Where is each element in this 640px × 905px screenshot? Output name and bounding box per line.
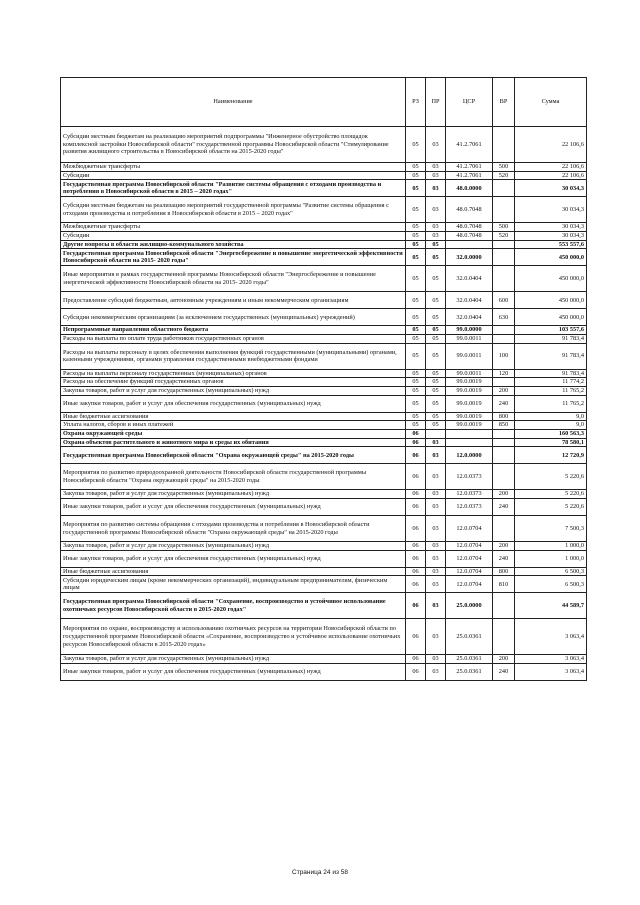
cell-vr: 630 [493, 309, 515, 326]
cell-sum: 30 034,3 [515, 223, 587, 232]
table-row [61, 655, 587, 664]
cell-pr: 03 [426, 499, 446, 516]
cell-sum: 9,0 [515, 412, 587, 421]
table-row [61, 292, 587, 309]
cell-csr: 99.0.0000 [446, 326, 493, 335]
cell-csr: 12.0.0704 [446, 516, 493, 542]
cell-pr: 03 [426, 197, 446, 223]
cell-rz: 05 [406, 395, 426, 412]
cell-sum: 22 106,6 [515, 163, 587, 172]
cell-rz: 05 [406, 127, 426, 163]
cell-pr: 05 [426, 249, 446, 266]
cell-pr: 03 [426, 180, 446, 197]
table-row [61, 430, 587, 439]
table-row [61, 266, 587, 292]
cell-sum: 6 500,3 [515, 567, 587, 576]
cell-rz: 06 [406, 438, 426, 447]
cell-name: Предоставление субсидий бюджетным, автономным учреждениям и иным некоммерческим организациям [61, 292, 406, 309]
header-csr: ЦСР [446, 78, 493, 127]
cell-rz: 06 [406, 655, 426, 664]
cell-sum: 450 000,0 [515, 309, 587, 326]
cell-vr [493, 240, 515, 249]
table-row [61, 240, 587, 249]
cell-sum: 5 220,6 [515, 499, 587, 516]
cell-name: Расходы на выплаты персоналу государственных (муниципальных) органов [61, 369, 406, 378]
cell-csr: 25.0.0000 [446, 593, 493, 619]
cell-rz: 05 [406, 171, 426, 180]
cell-name: Иные закупки товаров, работ и услуг для обеспечения государственных (муниципальных) нужд [61, 550, 406, 567]
cell-sum: 22 106,6 [515, 127, 587, 163]
cell-pr: 03 [426, 223, 446, 232]
cell-vr: 850 [493, 421, 515, 430]
cell-name: Мероприятия по развитию природоохранной деятельности Новосибирской области государственной программы Новосибирской области "Охрана окружающей среды" на 2015-2020 годы [61, 464, 406, 490]
cell-sum: 30 034,3 [515, 232, 587, 241]
cell-vr: 600 [493, 292, 515, 309]
cell-vr [493, 326, 515, 335]
cell-pr: 05 [426, 395, 446, 412]
header-sum: Сумма [515, 78, 587, 127]
cell-csr: 32.0.0404 [446, 292, 493, 309]
header-name: Наименование [61, 78, 406, 127]
cell-vr [493, 335, 515, 344]
cell-vr: 200 [493, 490, 515, 499]
cell-csr: 12.0.0373 [446, 499, 493, 516]
table-row [61, 438, 587, 447]
cell-pr: 03 [426, 550, 446, 567]
header-rz: РЗ [406, 78, 426, 127]
cell-csr: 41.2.7061 [446, 163, 493, 172]
table-row [61, 171, 587, 180]
cell-csr: 99.0.0019 [446, 412, 493, 421]
cell-pr: 03 [426, 664, 446, 681]
cell-csr: 32.0.0000 [446, 249, 493, 266]
cell-csr: 12.0.0704 [446, 576, 493, 593]
cell-vr: 810 [493, 576, 515, 593]
cell-name: Закупка товаров, работ и услуг для государственных (муниципальных) нужд [61, 490, 406, 499]
cell-vr: 500 [493, 223, 515, 232]
cell-csr: 99.0.0011 [446, 343, 493, 369]
cell-name: Охрана окружающей среды [61, 430, 406, 439]
cell-vr [493, 430, 515, 439]
cell-sum: 553 557,6 [515, 240, 587, 249]
cell-vr: 200 [493, 387, 515, 396]
cell-vr [493, 127, 515, 163]
cell-rz: 06 [406, 499, 426, 516]
cell-rz: 06 [406, 464, 426, 490]
cell-vr: 200 [493, 655, 515, 664]
cell-pr: 05 [426, 421, 446, 430]
table-header-row [61, 78, 587, 127]
cell-pr: 05 [426, 326, 446, 335]
cell-rz: 05 [406, 421, 426, 430]
table-row [61, 412, 587, 421]
cell-rz: 05 [406, 266, 426, 292]
cell-pr: 05 [426, 343, 446, 369]
cell-name: Расходы на выплаты персоналу в целях обеспечения выполнения функций государственными (муниципальными) органами, казенными учреждениями, органами управления государственными внебюджетными фондами [61, 343, 406, 369]
cell-rz: 05 [406, 249, 426, 266]
cell-sum: 22 106,6 [515, 171, 587, 180]
cell-name: Расходы на выплаты по оплате труда работников государственных органов [61, 335, 406, 344]
cell-pr: 05 [426, 369, 446, 378]
cell-csr: 25.0.0361 [446, 619, 493, 655]
cell-vr [493, 619, 515, 655]
cell-sum: 44 589,7 [515, 593, 587, 619]
cell-name: Межбюджетные трансферты [61, 163, 406, 172]
cell-csr: 12.0.0373 [446, 464, 493, 490]
cell-sum: 3 063,4 [515, 664, 587, 681]
table-row [61, 249, 587, 266]
cell-rz: 06 [406, 664, 426, 681]
cell-pr: 05 [426, 378, 446, 387]
cell-rz: 06 [406, 430, 426, 439]
cell-sum: 30 034,3 [515, 180, 587, 197]
table-row [61, 127, 587, 163]
cell-pr: 03 [426, 516, 446, 542]
cell-pr: 05 [426, 266, 446, 292]
cell-sum: 3 063,4 [515, 655, 587, 664]
cell-sum: 3 063,4 [515, 619, 587, 655]
table-row [61, 542, 587, 551]
cell-pr: 05 [426, 292, 446, 309]
cell-rz: 05 [406, 292, 426, 309]
table-row [61, 550, 587, 567]
table-row [61, 499, 587, 516]
table-row [61, 464, 587, 490]
cell-pr: 03 [426, 567, 446, 576]
cell-pr [426, 430, 446, 439]
cell-vr [493, 378, 515, 387]
cell-rz: 05 [406, 163, 426, 172]
cell-rz: 06 [406, 619, 426, 655]
cell-pr: 03 [426, 655, 446, 664]
table-row [61, 197, 587, 223]
cell-csr [446, 240, 493, 249]
cell-rz: 06 [406, 567, 426, 576]
cell-csr: 12.0.0000 [446, 447, 493, 464]
table-row [61, 576, 587, 593]
cell-vr [493, 516, 515, 542]
cell-sum: 11 774,2 [515, 378, 587, 387]
cell-name: Государственная программа Новосибирской области "Энергосбережение и повышение энергетической эффективности Новосибирской области на 2015- 2020 годы" [61, 249, 406, 266]
cell-pr: 03 [426, 163, 446, 172]
cell-csr: 99.0.0019 [446, 387, 493, 396]
cell-name: Иные бюджетные ассигнования [61, 567, 406, 576]
cell-name: Закупка товаров, работ и услуг для государственных (муниципальных) нужд [61, 655, 406, 664]
cell-name: Субсидии некоммерческим организациям (за исключением государственных (муниципальных) учреждений) [61, 309, 406, 326]
cell-name: Непрограммные направления областного бюджета [61, 326, 406, 335]
cell-sum: 30 034,3 [515, 197, 587, 223]
cell-rz: 05 [406, 387, 426, 396]
cell-vr [493, 593, 515, 619]
cell-csr [446, 438, 493, 447]
cell-sum: 9,0 [515, 421, 587, 430]
cell-csr: 99.0.0011 [446, 335, 493, 344]
cell-sum: 78 580,1 [515, 438, 587, 447]
cell-sum: 450 000,0 [515, 266, 587, 292]
cell-sum: 450 000,0 [515, 249, 587, 266]
cell-sum: 450 000,0 [515, 292, 587, 309]
cell-pr: 05 [426, 309, 446, 326]
cell-vr: 800 [493, 412, 515, 421]
cell-csr: 99.0.0019 [446, 378, 493, 387]
cell-name: Иные закупки товаров, работ и услуг для обеспечения государственных (муниципальных) нужд [61, 395, 406, 412]
cell-csr: 32.0.0404 [446, 309, 493, 326]
cell-csr: 12.0.0704 [446, 550, 493, 567]
cell-rz: 06 [406, 447, 426, 464]
cell-rz: 06 [406, 490, 426, 499]
cell-csr: 32.0.0404 [446, 266, 493, 292]
cell-name: Мероприятия по развитию системы обращения с отходами производства и потребления в Новосибирской области государственной программы Новосибирской области "Охрана окружающей среды" на 2015-2020 годы [61, 516, 406, 542]
cell-name: Субсидии юридическим лицам (кроме некоммерческих организаций), индивидуальным предпринимателям, физическим лицам [61, 576, 406, 593]
table-row [61, 490, 587, 499]
cell-name: Субсидии [61, 232, 406, 241]
table-row [61, 567, 587, 576]
table-row [61, 223, 587, 232]
cell-csr: 48.0.7048 [446, 223, 493, 232]
cell-name: Уплата налогов, сборов и иных платежей [61, 421, 406, 430]
cell-pr: 03 [426, 438, 446, 447]
cell-name: Государственная программа Новосибирской области "Охрана окружающей среды" на 2015-2020 годы [61, 447, 406, 464]
cell-name: Иные мероприятия в рамках государственной программы Новосибирской области "Энергосбережение и повышение энергетической эффективности Новосибирской области на 2015- 2020 годы" [61, 266, 406, 292]
table-row [61, 343, 587, 369]
cell-csr: 48.0.7048 [446, 197, 493, 223]
cell-name: Иные закупки товаров, работ и услуг для обеспечения государственных (муниципальных) нужд [61, 664, 406, 681]
cell-name: Закупка товаров, работ и услуг для государственных (муниципальных) нужд [61, 542, 406, 551]
cell-rz: 05 [406, 326, 426, 335]
cell-name: Иные бюджетные ассигнования [61, 412, 406, 421]
cell-csr: 41.2.7061 [446, 127, 493, 163]
cell-csr: 12.0.0704 [446, 567, 493, 576]
cell-vr: 240 [493, 499, 515, 516]
cell-rz: 05 [406, 412, 426, 421]
cell-csr [446, 430, 493, 439]
cell-rz: 05 [406, 223, 426, 232]
cell-sum: 1 000,0 [515, 550, 587, 567]
cell-csr: 41.2.7061 [446, 171, 493, 180]
table-row [61, 447, 587, 464]
budget-table [60, 77, 587, 681]
cell-vr: 520 [493, 171, 515, 180]
cell-csr: 12.0.0704 [446, 542, 493, 551]
table-row [61, 309, 587, 326]
table-row [61, 378, 587, 387]
page-number: Страница 24 из 58 [292, 869, 348, 876]
cell-name: Закупка товаров, работ и услуг для государственных (муниципальных) нужд [61, 387, 406, 396]
cell-rz: 06 [406, 576, 426, 593]
table-row [61, 180, 587, 197]
table-row [61, 516, 587, 542]
cell-sum: 91 783,4 [515, 369, 587, 378]
cell-rz: 05 [406, 343, 426, 369]
cell-name: Субсидии местным бюджетам на реализацию мероприятий подпрограммы "Инженерное обустройство площадок комплексной застройки Новосибирской области" государственной программы Новосибирской области "Стимулирование развития жилищного строительства в Новосибирской области на 2015-2020 годы" [61, 127, 406, 163]
cell-name: Государственная программа Новосибирской области "Развитие системы обращения с отходами производства и потребления в Новосибирской области в 2015 – 2020 годах" [61, 180, 406, 197]
cell-rz: 05 [406, 335, 426, 344]
cell-sum: 103 557,6 [515, 326, 587, 335]
cell-vr [493, 266, 515, 292]
cell-vr [493, 464, 515, 490]
cell-rz: 06 [406, 516, 426, 542]
cell-rz: 06 [406, 550, 426, 567]
table-row [61, 619, 587, 655]
table-row [61, 326, 587, 335]
cell-sum: 5 220,6 [515, 490, 587, 499]
cell-pr: 03 [426, 171, 446, 180]
cell-csr: 25.0.0361 [446, 664, 493, 681]
cell-vr [493, 180, 515, 197]
cell-csr: 48.0.7048 [446, 232, 493, 241]
cell-rz: 05 [406, 240, 426, 249]
cell-csr: 99.0.0019 [446, 421, 493, 430]
cell-pr: 03 [426, 576, 446, 593]
cell-csr: 12.0.0373 [446, 490, 493, 499]
cell-csr: 99.0.0019 [446, 395, 493, 412]
cell-pr: 03 [426, 127, 446, 163]
cell-name: Охрана объектов растительного и животного мира и среды их обитания [61, 438, 406, 447]
cell-rz: 05 [406, 378, 426, 387]
cell-rz: 05 [406, 197, 426, 223]
cell-vr [493, 438, 515, 447]
table-body [61, 127, 587, 681]
table-row [61, 335, 587, 344]
table-row [61, 369, 587, 378]
cell-rz: 05 [406, 180, 426, 197]
cell-pr: 05 [426, 387, 446, 396]
cell-sum: 12 720,9 [515, 447, 587, 464]
cell-pr: 05 [426, 240, 446, 249]
cell-csr: 99.0.0011 [446, 369, 493, 378]
table-row [61, 232, 587, 241]
cell-sum: 91 783,4 [515, 343, 587, 369]
cell-vr: 100 [493, 343, 515, 369]
cell-vr: 500 [493, 163, 515, 172]
cell-rz: 05 [406, 309, 426, 326]
cell-sum: 11 765,2 [515, 387, 587, 396]
cell-vr: 200 [493, 542, 515, 551]
cell-csr: 48.0.0000 [446, 180, 493, 197]
cell-name: Иные закупки товаров, работ и услуг для обеспечения государственных (муниципальных) нужд [61, 499, 406, 516]
cell-name: Субсидии [61, 171, 406, 180]
cell-vr: 120 [493, 369, 515, 378]
cell-pr: 03 [426, 447, 446, 464]
cell-pr: 03 [426, 232, 446, 241]
table-row [61, 664, 587, 681]
cell-name: Другие вопросы в области жилищно-коммунального хозяйства [61, 240, 406, 249]
cell-sum: 91 783,4 [515, 335, 587, 344]
cell-name: Субсидии местным бюджетам на реализацию мероприятий государственной программы "Развитие системы обращения с отходами производства и потребления в Новосибирской области в 2015 – 2020 годах" [61, 197, 406, 223]
cell-vr [493, 197, 515, 223]
cell-vr: 800 [493, 567, 515, 576]
cell-name: Расходы на обеспечение функций государственных органов [61, 378, 406, 387]
cell-rz: 05 [406, 232, 426, 241]
cell-rz: 05 [406, 369, 426, 378]
table-row [61, 387, 587, 396]
cell-sum: 1 000,0 [515, 542, 587, 551]
header-pr: ПР [426, 78, 446, 127]
cell-sum: 160 563,3 [515, 430, 587, 439]
cell-sum: 11 765,2 [515, 395, 587, 412]
cell-vr [493, 447, 515, 464]
cell-pr: 05 [426, 412, 446, 421]
cell-sum: 6 500,3 [515, 576, 587, 593]
header-vr: ВР [493, 78, 515, 127]
cell-vr [493, 249, 515, 266]
cell-vr: 240 [493, 395, 515, 412]
cell-name: Государственная программа Новосибирской области "Сохранение, воспроизводство и устойчивое использование охотничьих ресурсов Новосибирской области в 2015-2020 годах" [61, 593, 406, 619]
cell-name: Межбюджетные трансферты [61, 223, 406, 232]
table-row [61, 395, 587, 412]
cell-sum: 7 500,3 [515, 516, 587, 542]
cell-name: Мероприятия по охране, воспроизводству и использованию охотничьих ресурсов на территории Новосибирской области по государственной программе Новосибирской области «Сохранение, воспроизводство и устойчивое использование охотничьих ресурсов Новосибирской области в 2015-2020 годах» [61, 619, 406, 655]
cell-pr: 05 [426, 335, 446, 344]
cell-pr: 03 [426, 542, 446, 551]
cell-pr: 03 [426, 619, 446, 655]
cell-pr: 03 [426, 593, 446, 619]
cell-vr: 240 [493, 550, 515, 567]
cell-vr: 240 [493, 664, 515, 681]
cell-rz: 06 [406, 593, 426, 619]
cell-vr: 520 [493, 232, 515, 241]
table-row [61, 593, 587, 619]
table-row [61, 421, 587, 430]
cell-csr: 25.0.0361 [446, 655, 493, 664]
cell-pr: 03 [426, 490, 446, 499]
cell-sum: 5 220,6 [515, 464, 587, 490]
table-row [61, 163, 587, 172]
cell-pr: 03 [426, 464, 446, 490]
cell-rz: 06 [406, 542, 426, 551]
